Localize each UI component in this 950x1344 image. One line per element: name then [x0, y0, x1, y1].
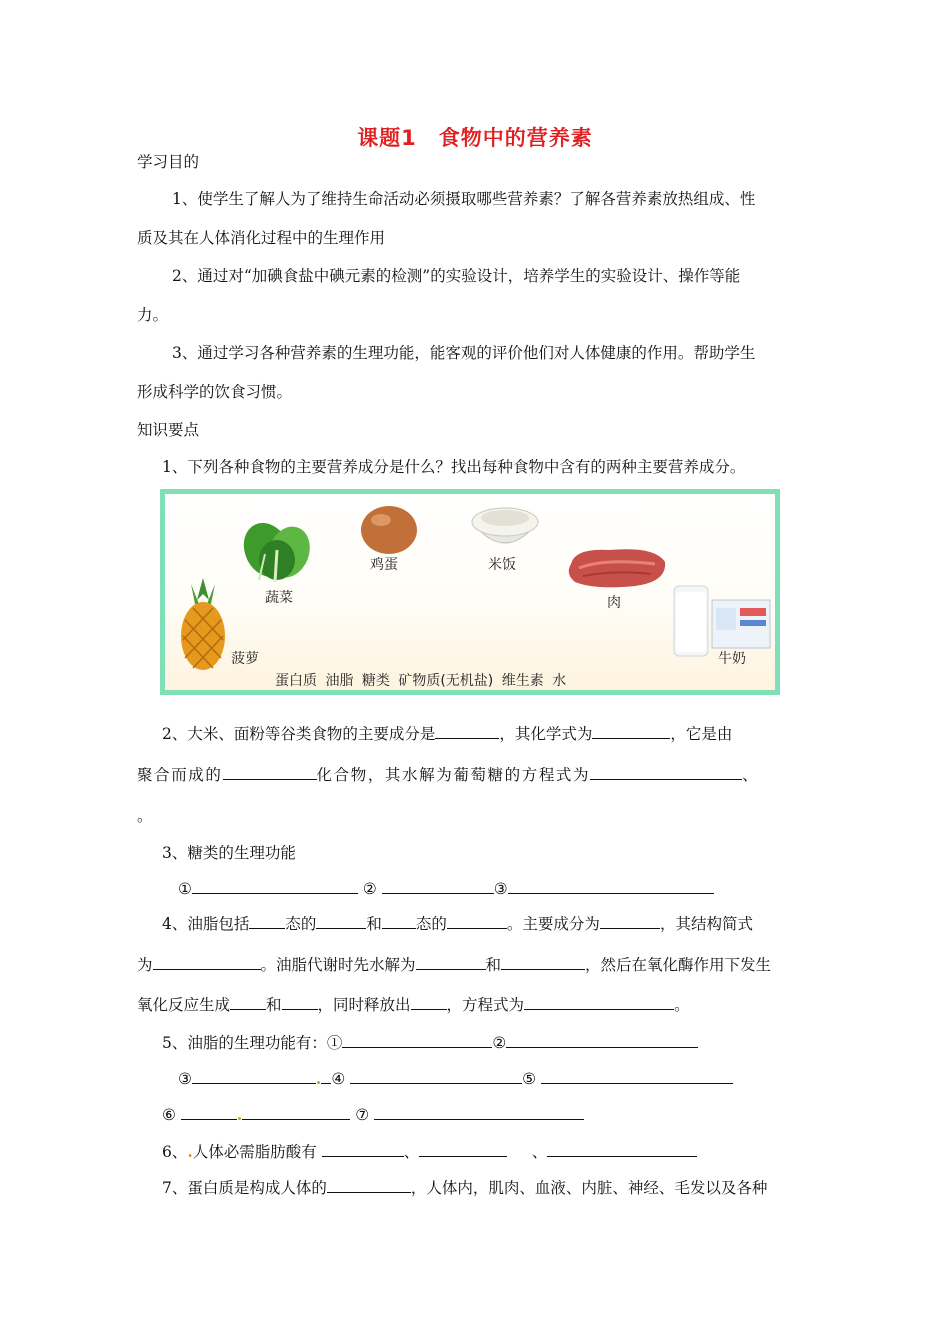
- q4-blank-4[interactable]: [447, 914, 507, 929]
- q4-text-4: 态的: [415, 915, 447, 933]
- pineapple-label: 菠萝: [231, 651, 259, 667]
- q4-blank-5[interactable]: [600, 914, 660, 929]
- meat-image: [565, 544, 669, 592]
- q7-text-1: 7、蛋白质是构成人体的: [162, 1179, 327, 1197]
- q5-mark-7: ⑦: [355, 1106, 370, 1124]
- question-3-heading: 3、糖类的生理功能: [162, 844, 296, 862]
- q5-blank-4[interactable]: [350, 1069, 522, 1084]
- goal-3-line-2: 形成科学的饮食习惯。: [137, 383, 293, 401]
- egg-label: 鸡蛋: [370, 557, 398, 573]
- question-6-line: [162, 1142, 697, 1162]
- goal-1-line-1: 1、使学生了解人为了维持生命活动必须摄取哪些营养素？了解各营养素放热组成、性: [172, 190, 756, 208]
- q4-text-8: 。油脂代谢时先水解为: [260, 956, 416, 974]
- q4-text-12: 和: [266, 996, 282, 1014]
- goal-3-line-1: 3、通过学习各种营养素的生理功能，能客观的评价他们对人体健康的作用。帮助学生: [172, 344, 756, 362]
- egg-image: [357, 502, 421, 556]
- q4-text-10: ，然后在氧化酶作用下发生: [585, 956, 772, 974]
- question-3-blanks: [178, 879, 714, 899]
- q6-mark-dot: .: [187, 1142, 193, 1161]
- q7-text-2: ，人体内，肌肉、血液、内脏、神经、毛发以及各种: [410, 1179, 768, 1197]
- goal-2-line-1: 2、通过对“加碘食盐中碘元素的检测”的实验设计，培养学生的实验设计、操作等能: [172, 267, 741, 285]
- q2-text-5: 化合物，其水解为葡萄糖的方程式为: [316, 766, 591, 784]
- question-4-line-1: [162, 914, 753, 934]
- question-4-line-3: [137, 995, 690, 1015]
- nutrient-categories: 蛋白质 油脂 糖类 矿物质(无机盐) 维生素 水: [275, 673, 567, 689]
- q4-blank-12[interactable]: [524, 995, 674, 1010]
- q6-blank-2[interactable]: [419, 1142, 507, 1157]
- q4-text-3: 和: [366, 915, 382, 933]
- pineapple-image: [173, 574, 233, 674]
- q4-blank-10[interactable]: [282, 995, 318, 1010]
- q6-sep-1: 、: [403, 1143, 420, 1161]
- q5-mark-4: ④: [331, 1070, 346, 1088]
- q3-blank-2[interactable]: [382, 879, 494, 894]
- q5-mark-5: ⑤: [522, 1070, 537, 1088]
- q3-mark-3: ③: [493, 880, 508, 898]
- q4-blank-1[interactable]: [249, 914, 285, 929]
- question-7-line: [162, 1178, 767, 1198]
- q6-sep-2: 、: [531, 1143, 548, 1161]
- q2-text-2: ，其化学式为: [499, 725, 593, 743]
- q2-text-4: 聚合而成的: [137, 766, 223, 784]
- q4-text-15: 。: [674, 996, 690, 1014]
- q4-text-2: 态的: [285, 915, 317, 933]
- q2-blank-2[interactable]: [592, 724, 670, 739]
- q2-text-7: 。: [137, 807, 153, 825]
- q5-mark-2: ②: [492, 1034, 507, 1052]
- q4-text-9: 和: [485, 956, 502, 974]
- q4-blank-9[interactable]: [230, 995, 266, 1010]
- q5-mark-3: ③: [178, 1070, 192, 1088]
- q4-blank-6[interactable]: [153, 955, 261, 970]
- page-title: 课题1 食物中的营养素: [357, 126, 593, 150]
- q2-text-6: 、: [742, 766, 760, 784]
- q3-mark-2: ②: [362, 880, 377, 898]
- q5-mark-6: ⑥: [162, 1106, 176, 1124]
- question-4-line-2: [137, 955, 771, 975]
- goals-heading: 学习目的: [137, 153, 200, 171]
- q2-blank-4[interactable]: [590, 765, 742, 780]
- q6-blank-3[interactable]: [547, 1142, 697, 1157]
- question-2-line-2: [137, 765, 759, 785]
- q3-mark-1: ①: [178, 880, 192, 898]
- goal-1-line-2: 质及其在人体消化过程中的生理作用: [137, 229, 386, 247]
- q6-blank-1[interactable]: [322, 1142, 404, 1157]
- q7-blank-1[interactable]: [327, 1178, 411, 1193]
- meat-label: 肉: [607, 595, 621, 611]
- food-figure: [160, 489, 780, 695]
- q4-blank-3[interactable]: [382, 914, 416, 929]
- q5-mark-dot-2: .: [236, 1105, 243, 1124]
- knowledge-heading: 知识要点: [137, 421, 200, 439]
- q3-blank-3[interactable]: [508, 879, 714, 894]
- q6-text-2: 人体必需脂肪酸有: [192, 1143, 317, 1161]
- q4-blank-8[interactable]: [501, 955, 585, 970]
- question-5-line-2: [178, 1069, 733, 1089]
- q5-blank-2[interactable]: [506, 1033, 698, 1048]
- q4-text-1: 4、油脂包括: [162, 915, 250, 933]
- vegetable-label: 蔬菜: [265, 590, 293, 606]
- q4-text-5: 。主要成分为: [506, 915, 600, 933]
- q5-blank-7[interactable]: [374, 1105, 584, 1120]
- question-5-line-3: [162, 1105, 584, 1125]
- question-5-line-1: [162, 1033, 698, 1053]
- q5-mark-dot: .: [315, 1069, 322, 1088]
- q4-text-14: ，方程式为: [446, 996, 525, 1014]
- q5-text-1: 5、油脂的生理功能有：①: [162, 1034, 343, 1052]
- rice-label: 米饭: [488, 557, 516, 573]
- q2-text-3: ，它是由: [670, 725, 733, 743]
- q6-text-1: 6、: [162, 1143, 188, 1161]
- q5-blank-1[interactable]: [342, 1033, 492, 1048]
- q5-blank-6[interactable]: [242, 1105, 350, 1120]
- q5-blank-6a[interactable]: [181, 1105, 237, 1120]
- q4-blank-11[interactable]: [411, 995, 447, 1010]
- q4-blank-7[interactable]: [416, 955, 486, 970]
- q4-text-13: ，同时释放出: [317, 996, 411, 1014]
- q5-blank-3[interactable]: [192, 1069, 316, 1084]
- rice-image: [468, 502, 542, 554]
- q4-text-11: 氧化反应生成: [137, 996, 231, 1014]
- goal-2-line-2: 力。: [137, 306, 169, 324]
- q4-blank-2[interactable]: [316, 914, 366, 929]
- question-1: 1、下列各种食物的主要营养成分是什么？找出每种食物中含有的两种主要营养成分。: [162, 458, 746, 476]
- q4-text-6: ，其结构简式: [659, 915, 753, 933]
- q5-blank-5[interactable]: [541, 1069, 733, 1084]
- q3-blank-1[interactable]: [192, 879, 358, 894]
- q2-blank-3[interactable]: [223, 765, 317, 780]
- q2-text-1: 2、大米、面粉等谷类食物的主要成分是: [162, 725, 436, 743]
- milk-label: 牛奶: [718, 651, 746, 667]
- q4-text-7: 为: [137, 956, 153, 974]
- vegetable-image: [237, 510, 327, 584]
- q5-blank-3b[interactable]: [321, 1069, 331, 1084]
- question-2-line-1: [162, 724, 732, 744]
- q2-blank-1[interactable]: [435, 724, 499, 739]
